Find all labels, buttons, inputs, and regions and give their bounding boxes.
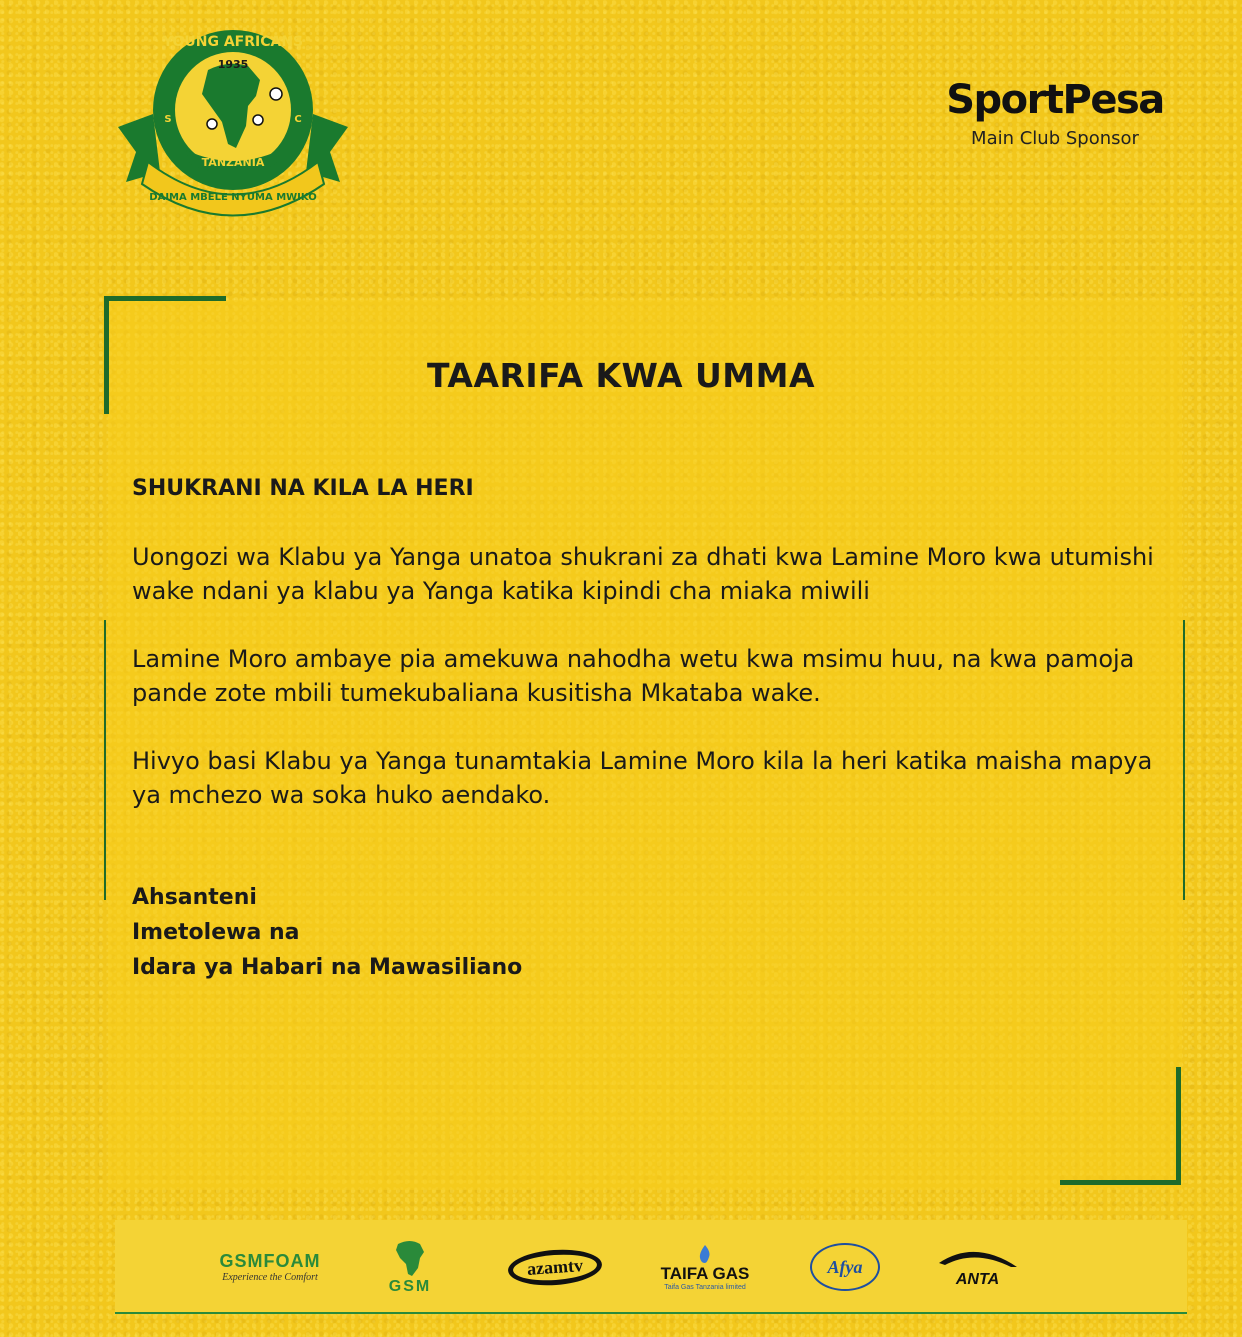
frame-top-left-vertical — [104, 296, 109, 414]
sponsor-subtitle: Main Club Sponsor — [971, 128, 1139, 149]
crest-motto: DAIMA MBELE NYUMA MWIKO — [149, 192, 317, 203]
anta-swoosh-icon — [935, 1245, 1021, 1271]
anta-name: ANTA — [955, 1271, 1000, 1288]
closing-line-3: Idara ya Habari na Mawasiliano — [132, 955, 523, 980]
africa-map-icon — [390, 1238, 430, 1278]
gsm-foam-tagline: Experience the Comfort — [222, 1272, 318, 1283]
young-africans-crest-icon — [108, 22, 358, 222]
crest-ribbon-text: TANZANIA — [201, 156, 265, 169]
frame-left-accent — [104, 620, 106, 900]
gsm-name: GSM — [388, 1278, 432, 1295]
frame-right-accent — [1183, 620, 1185, 900]
taifa-gas-tagline: Taifa Gas Tanzania limited — [664, 1283, 746, 1291]
taifa-gas-name: TAIFA GAS — [660, 1263, 750, 1283]
document-subtitle: SHUKRANI NA KILA LA HERI — [132, 476, 474, 501]
azam-tv-name: azamtv — [526, 1254, 584, 1279]
frame-bottom-right-vertical — [1176, 1067, 1181, 1185]
flame-icon — [695, 1244, 715, 1264]
frame-bottom-right-horizontal — [1060, 1180, 1181, 1185]
crest-arc-text: YOUNG AFRICANS — [162, 34, 304, 50]
taifa-gas-logo — [645, 1232, 765, 1302]
closing-signature — [132, 880, 522, 985]
gsm-africa-logo — [375, 1232, 445, 1302]
afya-logo — [805, 1232, 885, 1302]
page-title: TAARIFA KWA UMMA — [426, 356, 816, 395]
afya-name: Afya — [827, 1256, 863, 1277]
paragraph-2: Lamine Moro ambaye pia amekuwa nahodha wetu kwa msimu huu, na kwa pamoja pande zote mbili tumekubaliana kusitisha Mkataba wake. — [132, 645, 1135, 707]
paragraph-1: Uongozi wa Klabu ya Yanga unatoa shukrani za dhati kwa Lamine Moro kwa utumishi wake ndani ya klabu ya Yanga katika kipindi cha miaka miwili — [132, 543, 1154, 605]
crest-letter-c: C — [294, 114, 302, 125]
frame-top-left-horizontal — [104, 296, 226, 301]
azam-tv-logo — [495, 1232, 615, 1302]
main-sponsor — [940, 78, 1170, 149]
anta-logo — [930, 1232, 1025, 1302]
crest-year: 1935 — [217, 58, 249, 71]
gsm-foam-logo — [205, 1232, 335, 1302]
sponsor-name: SportPesa — [946, 77, 1164, 123]
closing-line-1: Ahsanteni — [132, 885, 257, 910]
crest-letter-s: S — [164, 114, 172, 125]
paragraph-3: Hivyo basi Klabu ya Yanga tunamtakia Lamine Moro kila la heri katika maisha mapya ya mchezo wa soka huko aendako. — [132, 747, 1153, 809]
closing-line-2: Imetolewa na — [132, 920, 300, 945]
gsm-foam-name: GSMFOAM — [219, 1251, 321, 1271]
